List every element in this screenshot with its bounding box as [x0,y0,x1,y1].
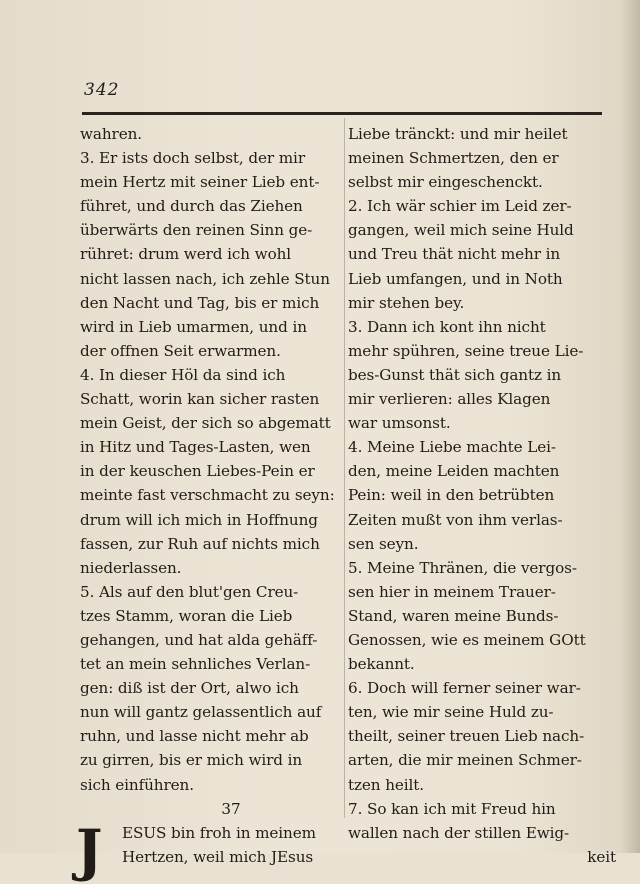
text-line: drum will ich mich in Hoffnung [80,510,318,529]
left-column [76,122,342,884]
text-line: wahren. [80,125,142,143]
text-line: Stand, waren meine Bunds- [348,606,559,625]
text-line: führet, und durch das Ziehen [80,197,303,216]
text-line: zu girren, bis er mich wird in [80,751,303,770]
text-line: arten, die mir meinen Schmer- [348,751,582,770]
text-line: fassen, zur Ruh auf nichts mich [80,534,320,553]
text-line: 3. Er ists doch selbst, der mir [80,149,305,168]
text-line: meinte fast verschmacht zu seyn: [80,486,335,505]
text-line: in der keuschen Liebes-Pein er [80,462,315,481]
right-column [348,122,616,869]
text-line: sen seyn. [348,534,419,553]
text-line: bes-Gunst thät sich gantz in [348,365,562,384]
text-line: 4. In dieser Höl da sind ich [80,365,286,384]
drop-cap: J [76,817,103,884]
text-line: sich einführen. [80,775,194,794]
column-divider [344,118,345,818]
text-line: gehangen, und hat alda gehäff- [80,630,318,649]
text-line: mehr spühren, seine treue Lie- [348,341,584,360]
text-line: mein Geist, der sich so abgematt [80,414,331,433]
page-gutter-shadow [620,0,640,853]
header-rule [82,112,602,115]
text-line: 7. So kan ich mit Freud hin [348,799,556,818]
text-line: 4. Meine Liebe machte Lei- [348,438,556,457]
text-line: wallen nach der stillen Ewig- [348,823,570,842]
text-line: 6. Doch will ferner seiner war- [348,679,581,698]
text-line: nun will gantz gelassentlich auf [80,703,322,722]
text-line: meinen Schmertzen, den er [348,149,559,168]
text-line: Pein: weil in den betrübten [348,486,555,505]
text-line: sen hier in meinem Trauer- [348,582,556,601]
text-line: Hertzen, weil mich JEsus [122,847,314,866]
text-line: 5. Meine Thränen, die vergos- [348,558,577,577]
text-line: gen: diß ist der Ort, alwo ich [80,679,299,698]
text-line: tet an mein sehnliches Verlan- [80,655,311,674]
text-line: 5. Als auf den blut'gen Creu- [80,582,299,601]
text-line: Lieb umfangen, und in Noth [348,269,563,288]
text-line: tzen heilt. [348,775,425,794]
text-line: ruhn, und lasse nicht mehr ab [80,727,309,746]
text-line: wird in Lieb umarmen, und in [80,317,307,336]
text-line: nicht lassen nach, ich zehle Stun [80,269,330,288]
text-line: Genossen, wie es meinem GOtt [348,630,586,649]
text-line: bekannt. [348,655,415,674]
text-line: den, meine Leiden machten [348,462,560,481]
text-line: war umsonst. [348,414,451,433]
text-line: Zeiten mußt von ihm verlas- [348,510,563,529]
text-line: den Nacht und Tag, bis er mich [80,293,320,312]
text-line: niederlassen. [80,558,182,577]
page-number: 342 [84,80,120,100]
text-line: mein Hertz mit seiner Lieb ent- [80,173,320,192]
catchword: keit [587,847,616,866]
text-line: mir stehen bey. [348,293,465,312]
text-line: der offnen Seit erwarmen. [80,341,281,360]
text-line: Schatt, worin kan sicher rasten [80,390,320,409]
text-line: tzes Stamm, woran die Lieb [80,606,293,625]
text-line: selbst mir eingeschenckt. [348,173,543,192]
text-line: Liebe tränckt: und mir heilet [348,125,568,143]
text-line: ten, wie mir seine Huld zu- [348,703,554,722]
text-line: ESUS bin froh in meinem [122,823,316,842]
text-line: mir verlieren: alles Klagen [348,390,551,409]
text-line: rühret: drum werd ich wohl [80,245,292,264]
text-line: theilt, seiner treuen Lieb nach- [348,727,585,746]
text-line: gangen, weil mich seine Huld [348,221,574,240]
text-line: 3. Dann ich kont ihn nicht [348,317,546,336]
text-line: und Treu thät nicht mehr in [348,245,561,264]
hymn-opening [76,817,342,884]
text-line: in Hitz und Tages-Lasten, wen [80,438,311,457]
text-line: 2. Ich wär schier im Leid zer- [348,197,572,216]
hymn-number: 37 [221,799,241,818]
text-line: überwärts den reinen Sinn ge- [80,221,313,240]
